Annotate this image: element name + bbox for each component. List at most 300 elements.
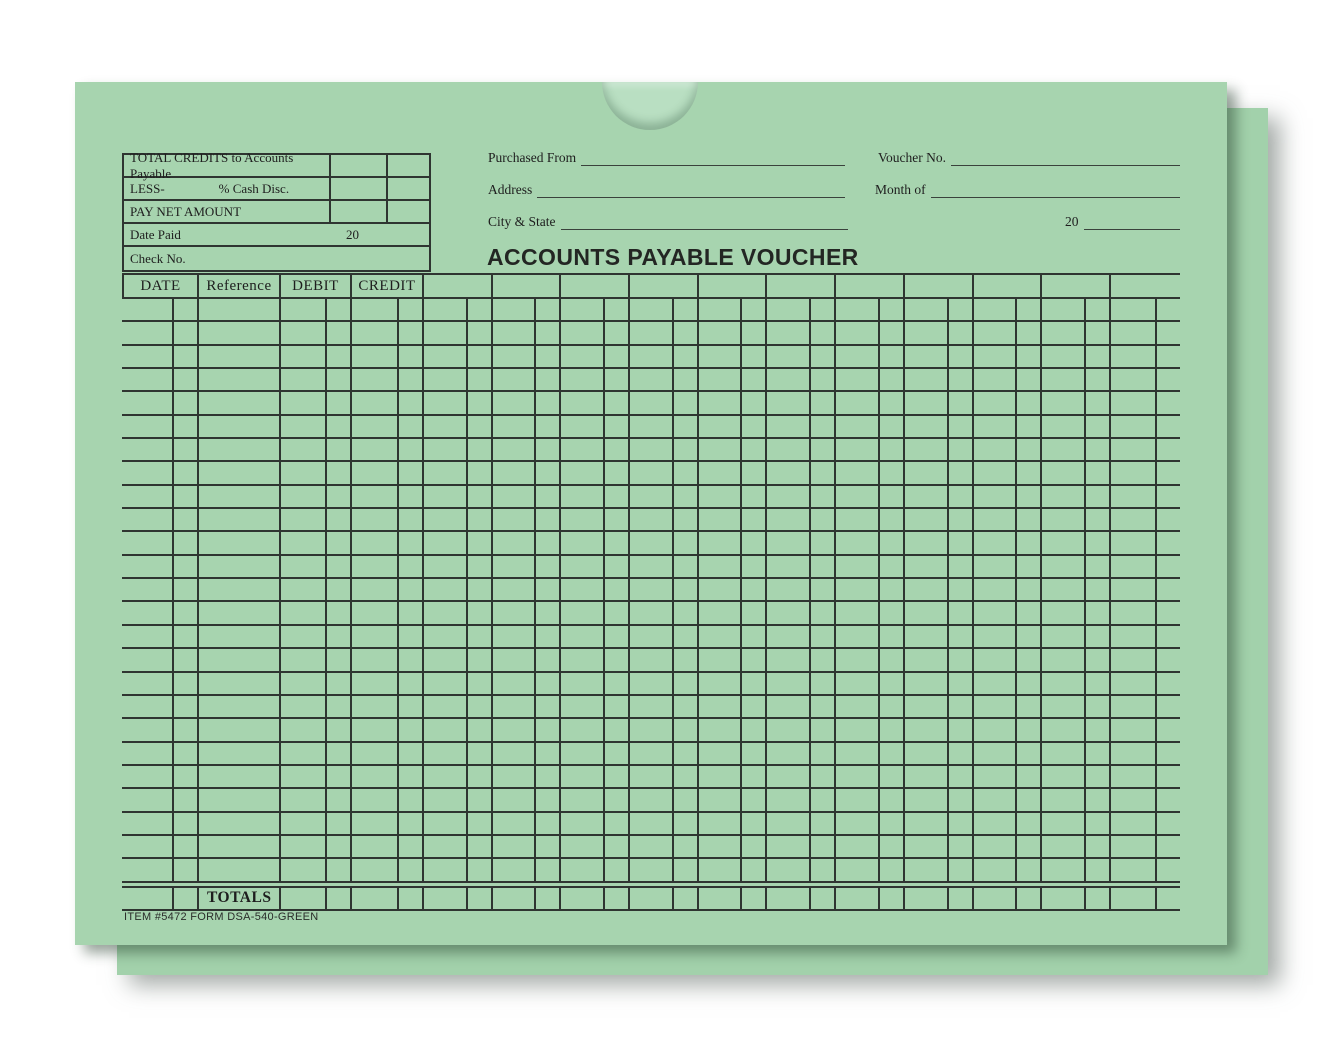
ledger-cell xyxy=(836,346,905,369)
ledger-cell-amount xyxy=(699,439,741,460)
ledger-cell-cents xyxy=(1015,392,1040,413)
summary-row-total-credits xyxy=(124,149,429,181)
summary-row-less-cash-disc xyxy=(124,178,429,201)
ledger-cell-amount xyxy=(424,509,466,530)
ledger-cell-amount xyxy=(281,789,325,810)
ledger-cell-amount xyxy=(281,602,325,623)
ledger-cell-cents xyxy=(1084,602,1109,623)
ledger-cell-cents xyxy=(534,602,559,623)
ledger-cell xyxy=(836,299,905,322)
ledger-cell-cents xyxy=(397,369,422,390)
ledger-cell-cents xyxy=(740,859,765,880)
ledger-cell-cents xyxy=(466,556,491,577)
ledger-cell-cents xyxy=(1084,369,1109,390)
ledger-cell xyxy=(905,579,974,602)
ledger-cell-amount xyxy=(122,369,172,390)
ledger-cell xyxy=(122,696,199,719)
ledger-cell-cents xyxy=(1155,439,1180,460)
ledger-cell xyxy=(122,859,199,882)
ledger-cell-amount xyxy=(424,346,466,367)
ledger-cell-cents xyxy=(1015,602,1040,623)
ledger-cell xyxy=(493,813,562,836)
ledger-cell-amount xyxy=(974,888,1016,910)
ledger-cell-amount xyxy=(905,556,947,577)
ledger-cell-amount xyxy=(974,322,1016,343)
ledger-cell-amount xyxy=(281,888,325,910)
blank-line xyxy=(537,177,845,198)
ledger-cell-amount xyxy=(1042,836,1084,857)
ledger-cell xyxy=(352,299,424,322)
ledger-cell-cents xyxy=(466,346,491,367)
ledger-cell-reference xyxy=(199,392,279,413)
ledger-cell-reference xyxy=(199,579,279,600)
year-field xyxy=(1065,210,1180,230)
ledger-cell xyxy=(767,626,836,649)
ledger-cell-cents xyxy=(325,299,350,320)
ledger-cell-amount xyxy=(836,509,878,530)
ledger-cell-cents xyxy=(1155,743,1180,764)
ledger-cell xyxy=(699,888,768,912)
ledger-cell-cents xyxy=(878,696,903,717)
ledger-cell xyxy=(493,322,562,345)
ledger-cell xyxy=(630,392,699,415)
ledger-cell-amount xyxy=(561,626,603,647)
ledger-cell xyxy=(1042,626,1111,649)
ledger-cell-cents xyxy=(397,888,422,910)
ledger-header-cell xyxy=(836,275,905,299)
ledger-cell xyxy=(424,789,493,812)
ledger-cell xyxy=(699,696,768,719)
ledger-cell-amount xyxy=(424,888,466,910)
ledger-cell xyxy=(281,602,352,625)
ledger-cell-cents xyxy=(1015,532,1040,553)
ledger-row xyxy=(122,462,1180,485)
ledger-cell-amount xyxy=(905,673,947,694)
ledger-cell-cents xyxy=(1155,789,1180,810)
ledger-cell-amount xyxy=(281,322,325,343)
ledger-cell-cents xyxy=(809,813,834,834)
ledger-cell-amount xyxy=(836,439,878,460)
ledger-cell xyxy=(1042,836,1111,859)
ledger-cell-cents xyxy=(325,743,350,764)
ledger-cell-amount xyxy=(1042,626,1084,647)
ledger-cell xyxy=(1111,346,1180,369)
ledger-cell-cents xyxy=(534,486,559,507)
ledger-cell-amount xyxy=(352,556,397,577)
amount-cell xyxy=(331,155,388,176)
ledger-cell-cents xyxy=(172,626,197,647)
ledger-cell-cents xyxy=(466,299,491,320)
ledger-cell-amount xyxy=(561,813,603,834)
ledger-cell-cents xyxy=(878,322,903,343)
ledger-cell xyxy=(561,696,630,719)
ledger-cell-amount xyxy=(493,346,535,367)
ledger-cell xyxy=(424,649,493,672)
ledger-cell-cents xyxy=(947,626,972,647)
ledger-cell-cents xyxy=(672,626,697,647)
ledger-cell-cents xyxy=(534,719,559,740)
ledger-cell xyxy=(493,369,562,392)
ledger-cell-cents xyxy=(809,439,834,460)
ledger-cell xyxy=(1111,743,1180,766)
ledger-cell-amount xyxy=(836,486,878,507)
ledger-cell-cents xyxy=(878,673,903,694)
ledger-cell xyxy=(1111,719,1180,742)
ledger-cell xyxy=(699,743,768,766)
ledger-cell xyxy=(199,416,281,439)
ledger-cell-amount xyxy=(1042,602,1084,623)
ledger-header-reference: Reference xyxy=(199,275,281,299)
ledger-cell-amount xyxy=(352,532,397,553)
ledger-cell-cents xyxy=(1015,626,1040,647)
ledger-cell-amount xyxy=(493,888,535,910)
ledger-cell xyxy=(122,888,199,912)
ledger-cell xyxy=(561,299,630,322)
ledger-cell-cents xyxy=(740,556,765,577)
ledger-header-cell xyxy=(767,275,836,299)
ledger-cell xyxy=(199,509,281,532)
ledger-cell xyxy=(767,859,836,882)
ledger-cell-amount xyxy=(561,649,603,670)
ledger-cell xyxy=(699,719,768,742)
ledger-cell-amount xyxy=(905,789,947,810)
ledger-cell-cents xyxy=(1155,556,1180,577)
ledger-cell xyxy=(1111,673,1180,696)
ledger-cell-amount xyxy=(1111,556,1155,577)
ledger-cell xyxy=(630,813,699,836)
ledger-cell xyxy=(281,766,352,789)
ledger-cell-amount xyxy=(352,299,397,320)
ledger-cell-cents xyxy=(534,696,559,717)
ledger-header-cell xyxy=(905,275,974,299)
ledger-cell xyxy=(281,626,352,649)
ledger-cell-cents xyxy=(325,719,350,740)
ledger-cell-amount xyxy=(424,743,466,764)
ledger-cell xyxy=(199,696,281,719)
ledger-cell-cents xyxy=(1015,299,1040,320)
ledger-cell xyxy=(1111,836,1180,859)
ledger-cell-cents xyxy=(1084,346,1109,367)
ledger-cell xyxy=(630,743,699,766)
ledger-cell xyxy=(699,556,768,579)
ledger-cell-cents xyxy=(534,626,559,647)
ledger-cell-cents xyxy=(397,322,422,343)
ledger-cell-reference xyxy=(199,486,279,507)
ledger-cell-amount xyxy=(493,696,535,717)
ledger-cell-cents xyxy=(172,813,197,834)
ledger-cell-cents xyxy=(534,813,559,834)
ledger-cell xyxy=(974,673,1043,696)
ledger-cell-cents xyxy=(672,299,697,320)
ledger-cell-reference xyxy=(199,719,279,740)
ledger-cell-cents xyxy=(740,509,765,530)
ledger-cell-amount xyxy=(905,532,947,553)
ledger-cell-amount xyxy=(122,416,172,437)
ledger-cell xyxy=(281,486,352,509)
ledger-cell-amount xyxy=(630,369,672,390)
ledger-cell-amount xyxy=(1111,602,1155,623)
ledger-cell-cents xyxy=(397,813,422,834)
ledger-cell-amount xyxy=(767,859,809,880)
ledger-cell xyxy=(699,416,768,439)
ledger-cell-cents xyxy=(1015,346,1040,367)
ledger-cell-cents xyxy=(397,532,422,553)
ledger-cell-amount xyxy=(352,486,397,507)
ledger-cell-cents xyxy=(603,719,628,740)
ledger-cell-cents xyxy=(947,346,972,367)
ledger-cell-cents xyxy=(947,369,972,390)
ledger-cell-reference xyxy=(199,813,279,834)
ledger-cell-amount xyxy=(836,602,878,623)
ledger-cell xyxy=(424,392,493,415)
ledger-cell-amount xyxy=(122,486,172,507)
ledger-cell-amount xyxy=(1111,789,1155,810)
ledger-cell xyxy=(122,579,199,602)
ledger-cell-cents xyxy=(172,766,197,787)
ledger-cell xyxy=(836,888,905,912)
ledger-cell-cents xyxy=(672,859,697,880)
ledger-cell-amount xyxy=(281,579,325,600)
ledger-cell-reference xyxy=(199,556,279,577)
ledger-cell-amount xyxy=(281,743,325,764)
ledger-cell-cents xyxy=(878,579,903,600)
ledger-cell-amount xyxy=(352,673,397,694)
ledger-cell-cents xyxy=(1084,789,1109,810)
ledger-cell xyxy=(1111,696,1180,719)
purchased-from-field xyxy=(488,146,845,166)
ledger-cell xyxy=(281,439,352,462)
ledger-cell xyxy=(1042,696,1111,719)
ledger-cell xyxy=(974,556,1043,579)
ledger-cell-amount xyxy=(699,888,741,910)
ledger-cell-cents xyxy=(809,299,834,320)
ledger-cell xyxy=(974,322,1043,345)
ledger-cell-amount xyxy=(974,743,1016,764)
ledger-cell-cents xyxy=(534,556,559,577)
ledger-cell xyxy=(974,462,1043,485)
ledger-cell xyxy=(905,392,974,415)
ledger-cell-cents xyxy=(878,836,903,857)
ledger-cell-cents xyxy=(172,299,197,320)
ledger-cell xyxy=(905,509,974,532)
ledger-cell-amount xyxy=(561,486,603,507)
ledger-cell xyxy=(905,299,974,322)
ledger-cell xyxy=(974,416,1043,439)
ledger-cell-amount xyxy=(905,888,947,910)
ledger-cell-cents xyxy=(809,509,834,530)
ledger-cell xyxy=(1042,322,1111,345)
ledger-cell-cents xyxy=(1084,322,1109,343)
ledger-grid xyxy=(122,273,1180,911)
ledger-cell-amount xyxy=(767,836,809,857)
ledger-cell xyxy=(1042,369,1111,392)
ledger-cell-amount xyxy=(836,416,878,437)
ledger-cell-amount xyxy=(1042,766,1084,787)
ledger-cell-amount xyxy=(1111,743,1155,764)
ledger-cell-cents xyxy=(1015,509,1040,530)
ledger-cell xyxy=(352,322,424,345)
ledger-cell xyxy=(493,392,562,415)
ledger-cell-amount xyxy=(424,626,466,647)
ledger-cell-cents xyxy=(1155,299,1180,320)
ledger-cell xyxy=(493,836,562,859)
ledger-cell-cents xyxy=(325,888,350,910)
ledger-cell-cents xyxy=(397,649,422,670)
ledger-cell-cents xyxy=(740,888,765,910)
ledger-cell-amount xyxy=(974,696,1016,717)
ledger-cell-amount xyxy=(561,509,603,530)
ledger-cell-amount xyxy=(905,766,947,787)
ledger-cell-amount xyxy=(352,836,397,857)
ledger-cell-amount xyxy=(281,836,325,857)
ledger-cell-cents xyxy=(172,556,197,577)
ledger-cell-amount xyxy=(974,836,1016,857)
ledger-cell-cents xyxy=(1084,859,1109,880)
ledger-cell xyxy=(974,486,1043,509)
summary-label: PAY NET AMOUNT xyxy=(124,201,331,222)
ledger-cell xyxy=(281,579,352,602)
purchased-from-label: Purchased From xyxy=(488,150,577,165)
ledger-cell xyxy=(767,439,836,462)
ledger-header-date: DATE xyxy=(122,275,199,299)
ledger-cell-cents xyxy=(878,462,903,483)
ledger-cell xyxy=(905,532,974,555)
ledger-cell-cents xyxy=(534,766,559,787)
ledger-cell-cents xyxy=(1155,696,1180,717)
ledger-cell-cents xyxy=(1084,392,1109,413)
ledger-cell xyxy=(1111,392,1180,415)
ledger-cell xyxy=(1111,462,1180,485)
ledger-cell xyxy=(199,439,281,462)
ledger-cell-cents xyxy=(1155,859,1180,880)
ledger-cell xyxy=(199,789,281,812)
ledger-cell-amount xyxy=(1111,766,1155,787)
ledger-cell-cents xyxy=(603,439,628,460)
ledger-cell-cents xyxy=(672,416,697,437)
ledger-cell xyxy=(281,392,352,415)
ledger-cell-cents xyxy=(672,346,697,367)
ledger-cell-amount xyxy=(352,462,397,483)
ledger-cell-cents xyxy=(740,836,765,857)
ledger-cell xyxy=(561,416,630,439)
ledger-cell-cents xyxy=(466,743,491,764)
ledger-cell-amount xyxy=(561,392,603,413)
ledger-cell xyxy=(424,859,493,882)
ledger-cell xyxy=(352,626,424,649)
ledger-cell-cents xyxy=(809,743,834,764)
ledger-cell-cents xyxy=(172,322,197,343)
ledger-cell-amount xyxy=(905,859,947,880)
ledger-cell-cents xyxy=(809,859,834,880)
ledger-cell-amount xyxy=(836,813,878,834)
ledger-row xyxy=(122,346,1180,369)
ledger-cell-amount xyxy=(1111,859,1155,880)
ledger-cell-amount xyxy=(493,322,535,343)
ledger-cell xyxy=(424,299,493,322)
ledger-cell-amount xyxy=(1042,299,1084,320)
ledger-cell xyxy=(561,673,630,696)
ledger-cell-cents xyxy=(1155,719,1180,740)
ledger-cell xyxy=(767,579,836,602)
ledger-cell-cents xyxy=(325,439,350,460)
ledger-cell-amount xyxy=(352,696,397,717)
voucher-envelope xyxy=(75,82,1227,945)
ledger-cell-amount xyxy=(836,719,878,740)
ledger-cell-amount xyxy=(699,813,741,834)
ledger-cell-amount xyxy=(561,673,603,694)
ledger-cell-cents xyxy=(325,416,350,437)
ledger-row xyxy=(122,813,1180,836)
ledger-row xyxy=(122,743,1180,766)
ledger-cell xyxy=(199,556,281,579)
ledger-cell-cents xyxy=(740,462,765,483)
ledger-cell xyxy=(122,766,199,789)
ledger-cell-cents xyxy=(809,766,834,787)
ledger-cell xyxy=(199,649,281,672)
ledger-cell xyxy=(974,836,1043,859)
ledger-cell xyxy=(630,369,699,392)
ledger-row xyxy=(122,789,1180,812)
ledger-cell-amount xyxy=(493,813,535,834)
ledger-cell-cents xyxy=(1084,836,1109,857)
ledger-cell-amount xyxy=(767,439,809,460)
ledger-cell-amount xyxy=(836,696,878,717)
ledger-cell-cents xyxy=(1155,416,1180,437)
ledger-cell-cents xyxy=(1155,579,1180,600)
form-title: ACCOUNTS PAYABLE VOUCHER xyxy=(487,244,859,270)
ledger-cell-amount xyxy=(1111,696,1155,717)
ledger-cell-amount xyxy=(1042,392,1084,413)
ledger-cell xyxy=(352,743,424,766)
ledger-cell-reference xyxy=(199,673,279,694)
ledger-cell xyxy=(974,369,1043,392)
ledger-cell xyxy=(630,836,699,859)
ledger-cell-cents xyxy=(466,719,491,740)
ledger-cell-amount xyxy=(699,369,741,390)
summary-label: TOTAL CREDITS to Accounts Payable xyxy=(124,155,331,176)
ledger-cell xyxy=(1111,813,1180,836)
ledger-cell-cents xyxy=(466,602,491,623)
ledger-cell xyxy=(281,369,352,392)
ledger-cell-cents xyxy=(172,673,197,694)
ledger-cell xyxy=(1042,439,1111,462)
ledger-cell-amount xyxy=(122,532,172,553)
ledger-cell-cents xyxy=(1084,649,1109,670)
ledger-cell xyxy=(199,719,281,742)
ledger-cell xyxy=(1111,766,1180,789)
ledger-cell-cents xyxy=(172,462,197,483)
ledger-cell xyxy=(905,789,974,812)
ledger-cell-amount xyxy=(974,346,1016,367)
ledger-cell-cents xyxy=(1084,486,1109,507)
ledger-cell-cents xyxy=(1015,416,1040,437)
ledger-cell-cents xyxy=(325,579,350,600)
ledger-cell-cents xyxy=(1015,743,1040,764)
ledger-cell-amount xyxy=(699,322,741,343)
ledger-cell xyxy=(352,696,424,719)
ledger-cell-reference xyxy=(199,299,279,320)
ledger-cell-cents xyxy=(1084,299,1109,320)
ledger-cell-cents xyxy=(325,673,350,694)
ledger-cell-amount xyxy=(493,299,535,320)
ledger-cell-cents xyxy=(947,579,972,600)
ledger-cell-amount xyxy=(281,299,325,320)
ledger-cell-amount xyxy=(352,579,397,600)
ledger-cell-cents xyxy=(603,532,628,553)
ledger-cell-amount xyxy=(352,322,397,343)
ledger-cell-amount xyxy=(561,789,603,810)
ledger-cell-cents xyxy=(672,509,697,530)
